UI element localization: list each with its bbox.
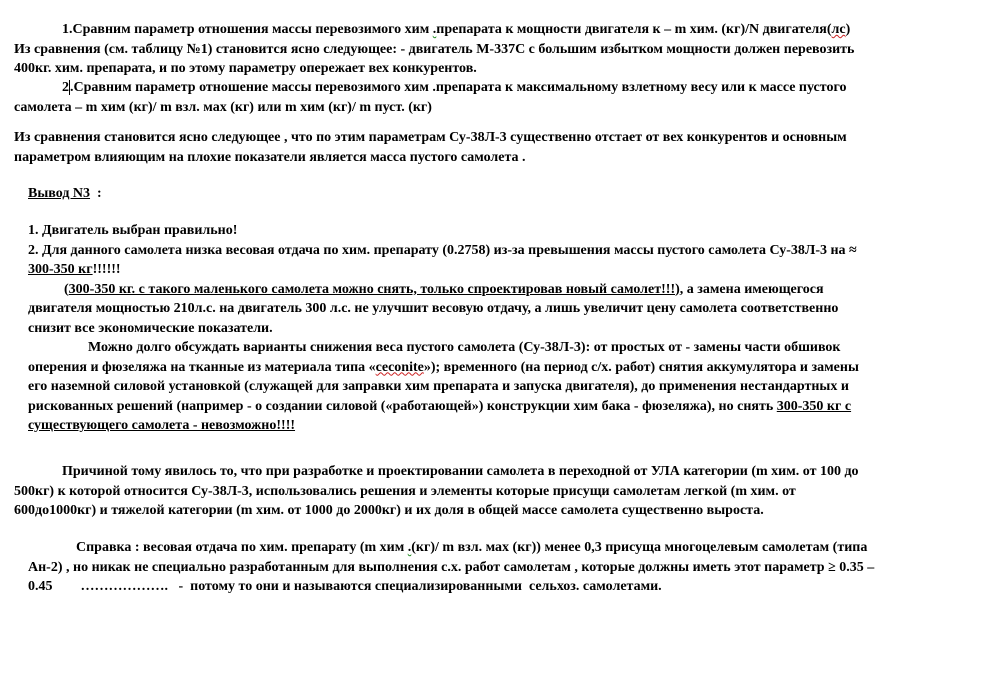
reference-line-1c: (кг)/ m взл. мах (кг)) менее 0,3 присуща многоцелевым самолетам (типа (411, 540, 868, 555)
p1-line-3: 400кг. хим. препарата, и по этому параметру опережает вех конкурентов. (14, 61, 477, 76)
discussion-line-2c: »); временного (на период с/х. работ) снятия аккумулятора и замены (423, 359, 859, 375)
conclusion-title: Вывод N3 (28, 186, 91, 201)
paragraph-3 (14, 128, 999, 167)
note-line-2: двигателя мощностью 210л.с. на двигатель 300 л.с. не улучшит весовую отдачу, а лишь увеличит цену самолета соответственно (28, 301, 839, 316)
discussion-highlight: 300-350 кг с (776, 398, 852, 414)
p1-spell-mark: . (432, 22, 437, 37)
p1-text-e: ) (845, 22, 851, 37)
discussion-line-1: Можно долго обсуждать варианты снижения веса пустого самолета (Су-38Л-3): от простых от - замены части обшивок (88, 340, 841, 355)
paragraph-2 (14, 78, 999, 117)
reference-line-1a: Справка : весовая отдача по хим. препарату (m хим (76, 540, 408, 555)
note-highlight: 300-350 кг. с такого маленького самолета можно снять, только спроектировав новый самолет!!!) (68, 281, 680, 297)
reference-paragraph (28, 538, 1000, 597)
conclusion-item-2-highlight: 300-350 кг (28, 262, 93, 277)
reason-line-1: Причиной тому явилось то, что при разработке и проектировании самолета в переходной от УЛА категории (m хим. от 100 до (62, 464, 859, 479)
reference-spell-mark: . (407, 540, 412, 555)
p1-text-a: 1.Сравним параметр отношения массы перевозимого хим (62, 22, 433, 37)
conclusion-item-2: 2. Для данного самолета низка весовая отдача по хим. препарату (0.2758) из-за превышения массы пустого самолета Су-38Л-3 на ≈ (28, 242, 857, 258)
paragraph-1 (14, 20, 999, 79)
conclusion-title-tail: : (90, 186, 102, 201)
p2-number: 2 (62, 80, 69, 95)
reason-line-2: 500кг) к которой относится Су-38Л-3, использовались решения и элементы которые присущи самолетам легкой (m хим. от (14, 483, 796, 499)
note-open: ( (64, 281, 69, 297)
p3-line-2: параметром влияющим на плохие показатели является масса пустого самолета . (14, 149, 526, 165)
p2-line-2: самолета – m хим (кг)/ m взл. мах (кг) или m хим (кг)/ m пуст. (кг) (14, 99, 432, 115)
reference-line-3: 0.45 ………………. - потому то они и называются специализированными сельхоз. самолетами. (28, 579, 662, 594)
reference-line-2: Ан-2) , но никак не специально разработанным для выполнения с.х. работ самолетам , которые должны иметь этот параметр ≥ 0.35 – (28, 559, 875, 575)
p1-text-c: препарата к мощности двигателя к – m хим. (кг)/N двигателя( (436, 22, 832, 37)
p1-spell-word: лс (831, 22, 846, 37)
note-tail: , а замена имеющегося (679, 281, 824, 297)
note-line-3: снизит все экономические показатели. (28, 320, 273, 336)
discussion-line-3: его наземной силовой установкой (служащей для заправки хим препарата и запуска двигателя), до применения нестандартных и (28, 379, 849, 394)
p3-line-1: Из сравнения становится ясно следующее , что по этим параметрам Су-38Л-3 существенно отстает от вех конкурентов и основным (14, 130, 847, 145)
discussion-line-2a: оперения и фюзеляжа на тканные из материала типа « (28, 359, 376, 375)
discussion-material: ceconite (375, 359, 424, 375)
conclusion-body (28, 221, 1000, 436)
p1-line-2: Из сравнения (см. таблицу №1) становится ясно следующее: - двигатель М-337С с большим избытком мощности должен перевозить (14, 41, 855, 57)
conclusion-item-1: 1. Двигатель выбран правильно! (28, 223, 238, 238)
p2-text: .Сравним параметр отношение массы перевозимого хим .препарата к максимальному взлетному весу или к массе пустого (70, 80, 847, 95)
conclusion-heading (28, 184, 102, 204)
conclusion-item-2-tail: !!!!!! (92, 262, 121, 277)
reason-paragraph (14, 462, 999, 521)
discussion-line-4a: рискованных решений (например - о создании силовой («работающей») конструкции хим бака - фюзеляжа), но снять (28, 398, 777, 414)
discussion-line-5: существующего самолета - невозможно!!!! (28, 418, 296, 433)
reason-line-3: 600до1000кг) и тяжелой категории (m хим. от 1000 до 2000кг) и их доля в общей массе самолета существенно выроста. (14, 503, 764, 518)
